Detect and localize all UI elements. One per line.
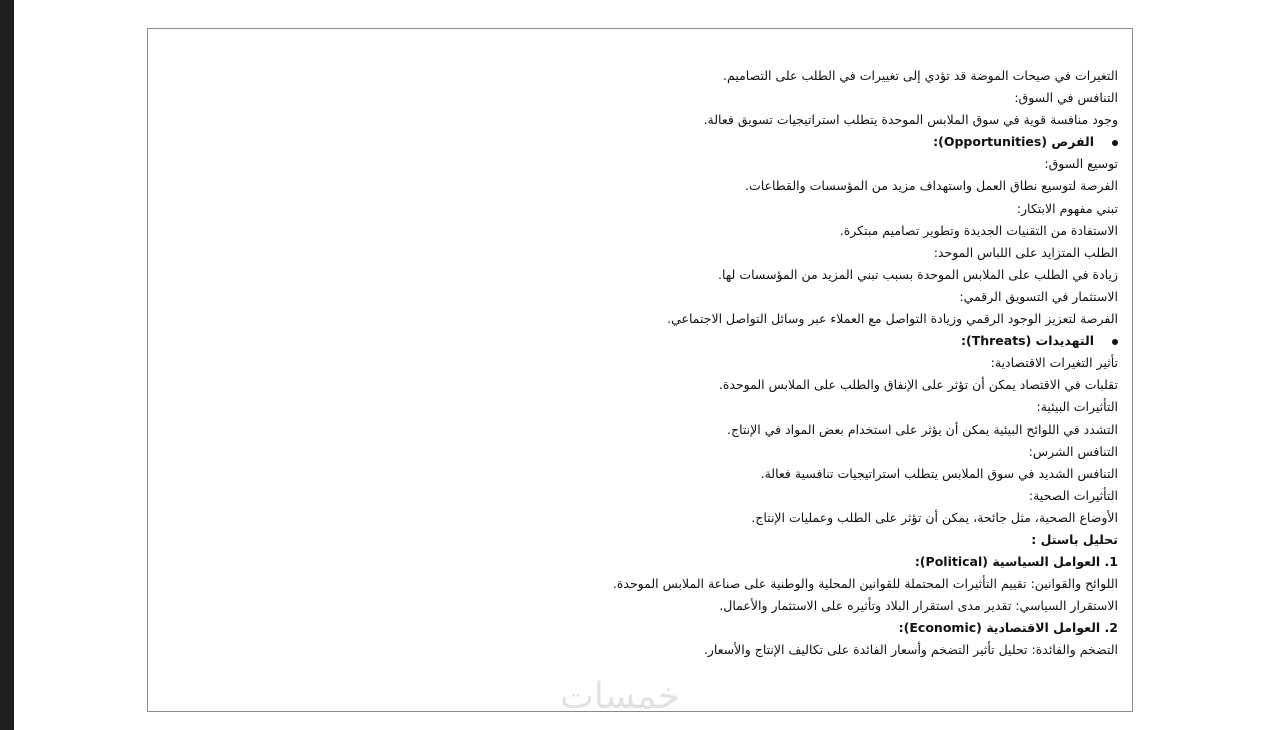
text-line bbox=[148, 242, 1118, 264]
text-line bbox=[148, 352, 1118, 374]
text-line bbox=[148, 65, 1118, 87]
line-text: تأثير التغيرات الاقتصادية: bbox=[990, 355, 1118, 371]
section-heading bbox=[148, 529, 1118, 551]
text-line bbox=[148, 220, 1118, 242]
text-line bbox=[148, 374, 1118, 396]
line-text: تقلبات في الاقتصاد يمكن أن تؤثر على الإنفاق والطلب على الملابس الموحدة. bbox=[718, 377, 1118, 393]
line-text: وجود منافسة قوية في سوق الملابس الموحدة يتطلب استراتيجيات تسويق فعالة. bbox=[703, 112, 1118, 128]
document-content bbox=[148, 65, 1118, 662]
bullet-heading bbox=[148, 131, 1118, 153]
text-line bbox=[148, 441, 1118, 463]
line-text: التشدد في اللوائح البيئية يمكن أن يؤثر على استخدام بعض المواد في الإنتاج. bbox=[727, 421, 1118, 437]
section-heading bbox=[148, 617, 1118, 639]
text-line bbox=[148, 419, 1118, 441]
line-text: تحليل باستل : bbox=[1031, 531, 1118, 547]
text-line bbox=[148, 264, 1118, 286]
line-text: التنافس في السوق: bbox=[1014, 90, 1118, 106]
text-line bbox=[148, 573, 1118, 595]
text-line bbox=[148, 595, 1118, 617]
line-text: التنافس الشرس: bbox=[1028, 443, 1118, 459]
line-text: توسيع السوق: bbox=[1044, 156, 1118, 172]
line-text: تبني مفهوم الابتكار: bbox=[1016, 200, 1118, 216]
line-text: الفرصة لتعزيز الوجود الرقمي وزيادة التواصل مع العملاء عبر وسائل التواصل الاجتماعي. bbox=[667, 311, 1118, 327]
line-text: التأثيرات الصحية: bbox=[1028, 487, 1118, 503]
line-text: اللوائح والقوانين: تقييم التأثيرات المحتملة للقوانين المحلية والوطنية على صناعة الملابس الموحدة. bbox=[612, 576, 1118, 592]
line-text: الفرصة لتوسيع نطاق العمل واستهداف مزيد من المؤسسات والقطاعات. bbox=[744, 178, 1118, 194]
bullet-dot-icon bbox=[1112, 339, 1118, 345]
left-dark-band bbox=[0, 0, 14, 730]
text-line bbox=[148, 507, 1118, 529]
watermark-logo: خمسات bbox=[560, 676, 681, 717]
text-line bbox=[148, 396, 1118, 418]
line-text: زيادة في الطلب على الملابس الموحدة بسبب تبني المزيد من المؤسسات لها. bbox=[718, 266, 1118, 282]
text-line bbox=[148, 87, 1118, 109]
line-text: التغيرات في صيحات الموضة قد تؤدي إلى تغييرات في الطلب على التصاميم. bbox=[723, 68, 1118, 83]
line-text: التنافس الشديد في سوق الملابس يتطلب استراتيجيات تنافسية فعالة. bbox=[760, 465, 1118, 481]
line-text: التأثيرات البيئية: bbox=[1036, 399, 1118, 415]
line-text: الاستثمار في التسويق الرقمي: bbox=[959, 288, 1118, 304]
text-line bbox=[148, 639, 1118, 661]
line-text: الاستقرار السياسي: تقدير مدى استقرار البلاد وتأثيره على الاستثمار والأعمال. bbox=[719, 598, 1118, 614]
line-text: الأوضاع الصحية، مثل جائحة، يمكن أن تؤثر على الطلب وعمليات الإنتاج. bbox=[751, 509, 1118, 525]
text-line bbox=[148, 153, 1118, 175]
bullet-heading bbox=[148, 330, 1118, 352]
line-text: الفرص (Opportunities): bbox=[933, 134, 1094, 150]
line-text: التضخم والفائدة: تحليل تأثير التضخم وأسعار الفائدة على تكاليف الإنتاج والأسعار. bbox=[703, 642, 1118, 658]
line-text: الطلب المتزايد على اللباس الموحد: bbox=[933, 244, 1118, 260]
text-line bbox=[148, 109, 1118, 131]
text-line bbox=[148, 198, 1118, 220]
text-line bbox=[148, 308, 1118, 330]
bullet-dot-icon bbox=[1112, 140, 1118, 146]
text-line bbox=[148, 463, 1118, 485]
line-text: 2. العوامل الاقتصادية (Economic): bbox=[898, 620, 1118, 636]
line-text: الاستفادة من التقنيات الجديدة وتطوير تصاميم مبتكرة. bbox=[839, 222, 1118, 238]
document-page bbox=[147, 28, 1133, 712]
text-line bbox=[148, 485, 1118, 507]
line-text: 1. العوامل السياسية (Political): bbox=[914, 554, 1118, 570]
section-heading bbox=[148, 551, 1118, 573]
text-line bbox=[148, 286, 1118, 308]
line-text: التهديدات (Threats): bbox=[960, 333, 1094, 349]
text-line bbox=[148, 175, 1118, 197]
